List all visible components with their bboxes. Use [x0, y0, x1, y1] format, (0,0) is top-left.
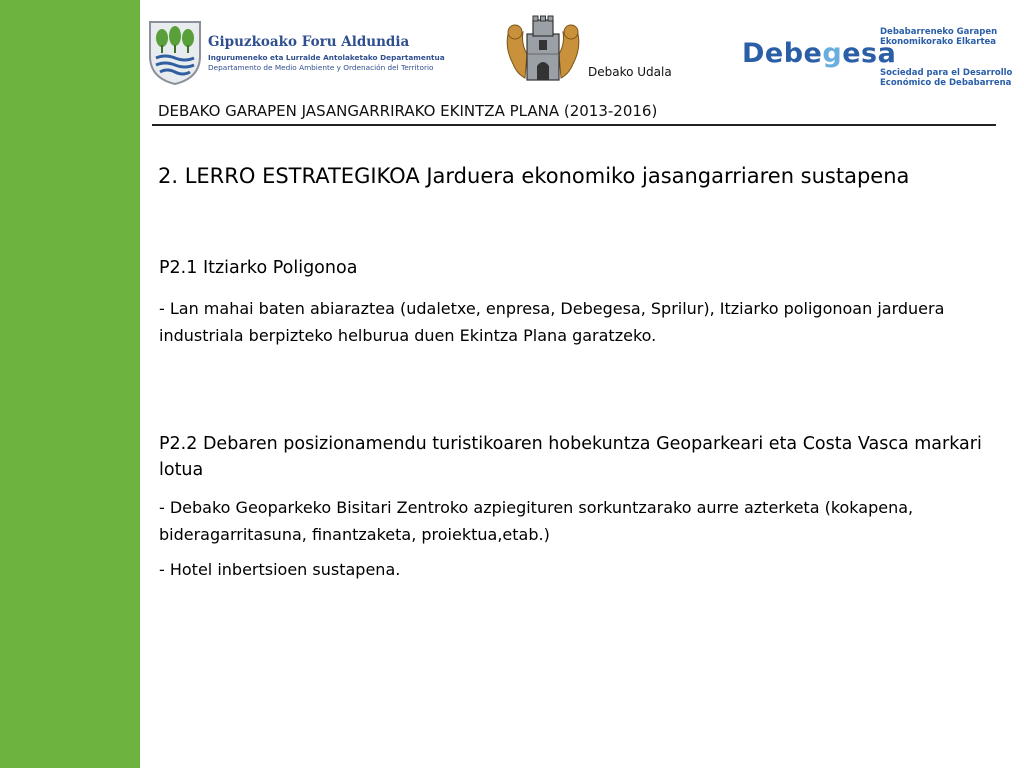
- castle-lions-crest-icon: [503, 14, 583, 86]
- header-divider: [152, 124, 996, 126]
- section-heading-p2-2: P2.2 Debaren posizionamendu turistikoaren hobekuntza Geoparkeari eta Costa Vasca markari lotua: [159, 434, 982, 480]
- gipuzkoa-department-eu: Ingurumeneko eta Lurralde Antolaketako Departamentua: [208, 53, 445, 62]
- green-sidebar: [0, 0, 140, 768]
- debegesa-eu-line2: Ekonomikorako Elkartea: [880, 37, 997, 47]
- udala-logo: [503, 14, 693, 86]
- section-heading-p2-1: P2.1 Itziarko Poligonoa: [159, 258, 358, 278]
- udala-name: Debako Udala: [588, 65, 672, 79]
- section-item: - Lan mahai baten abiaraztea (udaletxe, enpresa, Debegesa, Sprilur), Itziarko poligonoan jarduera industriala berpizteko helburua duen Ekintza Plana garatzeko.: [159, 299, 945, 345]
- section-item: - Hotel inbertsioen sustapena.: [159, 560, 401, 579]
- page-title: 2. LERRO ESTRATEGIKOA Jarduera ekonomiko jasangarriaren sustapena: [158, 164, 910, 188]
- gipuzkoa-logo: [148, 20, 448, 90]
- gipuzkoa-department-es: Departamento de Medio Ambiente y Ordenación del Territorio: [208, 63, 434, 72]
- debegesa-es-line2: Económico de Debabarrena: [880, 78, 1012, 88]
- document-header: DEBAKO GARAPEN JASANGARRIRAKO EKINTZA PLANA (2013-2016): [158, 102, 658, 120]
- gipuzkoa-shield-icon: [148, 20, 202, 86]
- section-item: - Debako Geoparkeko Bisitari Zentroko azpiegituren sorkuntzarako aurre azterketa (kokapena, bideragarritasuna, finantzaketa, proiektua,etab.): [159, 498, 914, 544]
- debegesa-logo: [742, 24, 1012, 92]
- debegesa-es-line1: Sociedad para el Desarrollo: [880, 68, 1013, 78]
- debegesa-wordmark: Debegesa: [742, 38, 897, 69]
- gipuzkoa-name: Gipuzkoako Foru Aldundia: [208, 34, 410, 50]
- debegesa-eu-line1: Debabarreneko Garapen: [880, 27, 998, 37]
